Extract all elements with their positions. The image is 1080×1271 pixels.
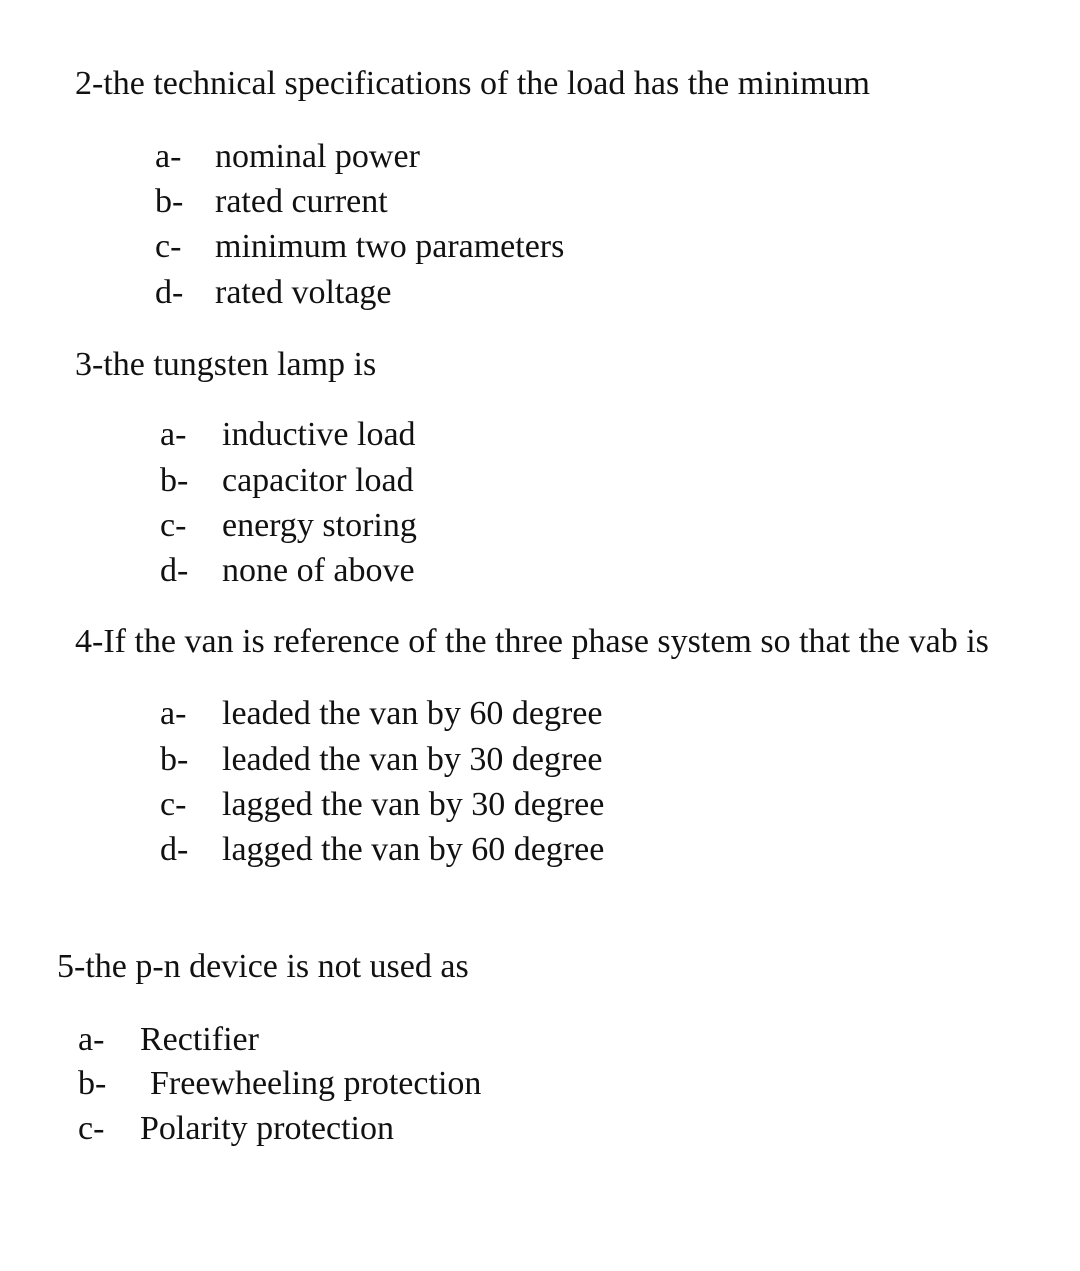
option-label: d- (160, 552, 189, 589)
option-text: Freewheeling protection (150, 1065, 482, 1102)
option-text: capacitor load (222, 462, 414, 499)
option-label: d- (160, 831, 189, 868)
question-3-text: 3-the tungsten lamp is (75, 346, 377, 383)
option-text: none of above (222, 552, 415, 589)
question-4-text: 4-If the van is reference of the three phase system so that the vab is (75, 623, 989, 660)
option-label: b- (160, 462, 189, 499)
option-text: Rectifier (140, 1021, 259, 1058)
option-text: energy storing (222, 507, 417, 544)
option-label: b- (155, 183, 184, 220)
question-5-text: 5-the p-n device is not used as (57, 948, 469, 985)
option-text: rated voltage (215, 274, 392, 311)
option-label: a- (78, 1021, 105, 1058)
option-label: a- (155, 138, 182, 175)
option-label: a- (160, 416, 187, 453)
option-label: c- (78, 1110, 105, 1147)
option-label: c- (160, 507, 187, 544)
option-text: leaded the van by 30 degree (222, 741, 603, 778)
option-label: c- (155, 228, 182, 265)
option-label: d- (155, 274, 184, 311)
option-text: leaded the van by 60 degree (222, 695, 603, 732)
option-text: inductive load (222, 416, 416, 453)
option-text: lagged the van by 60 degree (222, 831, 605, 868)
option-text: minimum two parameters (215, 228, 565, 265)
option-label: a- (160, 695, 187, 732)
option-text: Polarity protection (140, 1110, 395, 1147)
option-text: rated current (215, 183, 388, 220)
option-label: b- (160, 741, 189, 778)
option-text: nominal power (215, 138, 420, 175)
option-text: lagged the van by 30 degree (222, 786, 605, 823)
question-2-text: 2-the technical specifications of the load has the minimum (75, 65, 870, 102)
option-label: b- (78, 1065, 107, 1102)
option-label: c- (160, 786, 187, 823)
